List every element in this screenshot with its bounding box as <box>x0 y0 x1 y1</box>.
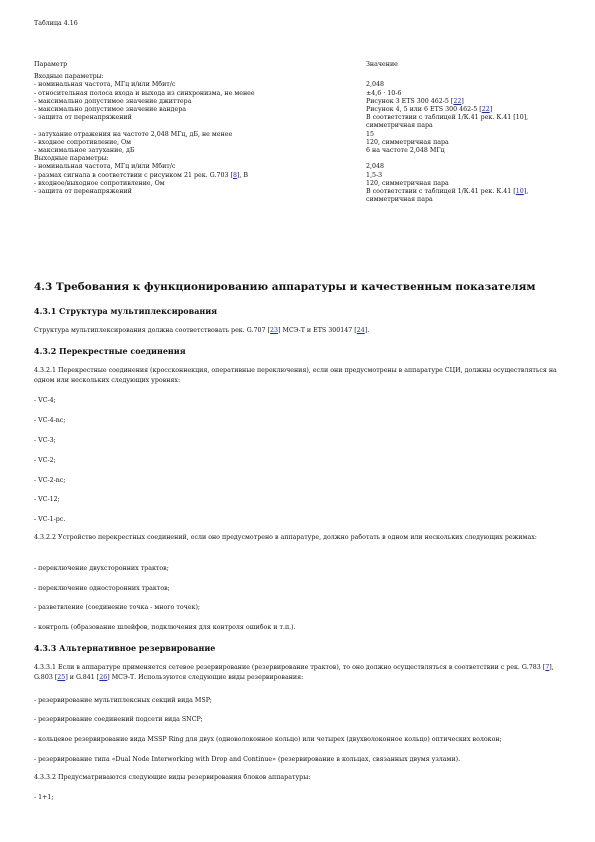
table-cell: Выходные параметры: <box>34 155 109 163</box>
list-item: - кольцевое резервирование вида MSSP Ring для двух (одноволоконное кольцо) или четырех (двухволоконное кольцо) оптических волокон; <box>34 736 502 743</box>
cell-text: - размах сигнала в соответствии с рисунком 21 рек. G.703 [ <box>34 171 233 179</box>
table-row <box>34 188 566 204</box>
list-item: - VC-4; <box>34 397 56 404</box>
subsection-heading: 4.3.3 Альтернативное резервирование <box>34 643 216 653</box>
table-row <box>34 131 566 139</box>
table-row <box>34 98 566 106</box>
table-cell: 120, симметричная пара <box>366 179 449 187</box>
cell-text: ] <box>461 97 464 105</box>
reference-link[interactable]: 26 <box>99 674 108 681</box>
cell-text: ], В <box>236 171 249 179</box>
paragraph <box>34 663 566 683</box>
table-cell <box>366 98 566 106</box>
list-item: - резервирование соединений подсети вида SNCP; <box>34 716 203 723</box>
subsection-heading: 4.3.2 Перекрестные соединения <box>34 346 186 356</box>
table-cell: - затухание отражения на частоте 2,048 МГц, дБ, не менее <box>34 130 233 138</box>
table-cell: - входное сопротивление, Ом <box>34 138 132 146</box>
paragraph: 4.3.2.2 Устройство перекрестных соединений, если оно предусмотрено в аппаратуре, должно работать в одном или нескольких следующих режимах: <box>34 534 537 541</box>
section-heading: 4.3 Требования к функционированию аппаратуры и качественным показателям <box>34 281 536 293</box>
text: 4.3.3.1 Если в аппаратуре применяется сетевое резервирование (резервирование трактов), то оно должно осуществляться в соответствии с рек. G.783 [ <box>34 664 546 671</box>
reference-link[interactable]: 24 <box>356 327 365 334</box>
table-cell: - защита от перенапряжений <box>34 114 132 122</box>
table-cell: Входные параметры: <box>34 73 104 81</box>
list-item: - контроль (образование шлейфов, подключения для контроля ошибок и т.п.). <box>34 624 296 631</box>
list-item: - VC-3; <box>34 437 56 444</box>
table-cell: - максимально допустимое значение вандера <box>34 106 186 114</box>
cell-text: Рисунок 3 ETS 300 462-5 [ <box>366 97 454 105</box>
table-row <box>34 81 566 89</box>
table-cell: - относительная полоса входа и выхода из синхронизма, не менее <box>34 89 255 97</box>
table-cell <box>34 172 366 180</box>
list-item: - VC-12; <box>34 496 60 503</box>
list-item: - разветвление (соединение точка - много точек); <box>34 604 201 611</box>
cell-text: ], симметричная пара <box>366 188 529 204</box>
reference-link[interactable]: 7 <box>545 664 550 671</box>
table-cell <box>366 155 566 163</box>
table-row <box>34 114 566 130</box>
list-item: - VC-2; <box>34 457 56 464</box>
list-item: - резервирование мультиплексных секций вида MSP; <box>34 697 212 704</box>
text: ] МСЭ-Т. Используются следующие виды резервирования: <box>107 674 304 681</box>
paragraph: 4.3.3.2 Предусматриваются следующие виды резервирования блоков аппаратуры: <box>34 774 311 781</box>
table-cell: - номинальная частота, МГц и/или Мбит/с <box>34 163 176 171</box>
cell-text: ] <box>489 106 493 114</box>
subsection-heading: 4.3.1 Структура мультиплексирования <box>34 306 218 316</box>
table-cell: - входное/выходное сопротивление, Ом <box>34 179 165 187</box>
list-item: - резервирование типа «Dual Node Interworking with Drop and Continue» (резервирование в кольцах, связанных двумя узлами). <box>34 756 461 763</box>
table-row <box>34 73 566 81</box>
table-cell: 2,048 <box>366 163 385 171</box>
table-row <box>34 180 566 188</box>
cell-text: Рисунок 4, 5 или 6 ETS 300 462-5 [ <box>366 106 482 114</box>
reference-link[interactable]: 25 <box>57 674 66 681</box>
table-cell: - защита от перенапряжений <box>34 188 132 196</box>
table-cell: - максимальное затухание, дБ <box>34 147 135 155</box>
table-row <box>34 172 566 180</box>
header-value: Значение <box>366 61 398 68</box>
parameters-table <box>34 61 566 204</box>
list-item: - VC-2-nc; <box>34 477 66 484</box>
table-cell: - номинальная частота, МГц и/или Мбит/с <box>34 81 176 89</box>
reference-link[interactable]: 10 <box>515 188 524 196</box>
table-cell: 1,5-3 <box>366 171 383 179</box>
table-cell: 120, симметричная пара <box>366 138 449 146</box>
text: ] и G.841 [ <box>65 674 100 681</box>
table-cell: 15 <box>366 130 375 138</box>
text: ]. <box>364 327 370 334</box>
table-cell: 6 на частоте 2,048 МГц <box>366 147 445 155</box>
table-cell <box>366 106 566 114</box>
list-item: - переключение двухсторонних трактов; <box>34 565 169 572</box>
cell-text: В соответствии с таблицей 1/К.41 рек. К.41 [ <box>366 188 516 196</box>
reference-link[interactable]: 23 <box>270 327 279 334</box>
list-item: - VC-4-nc; <box>34 417 66 424</box>
paragraph <box>34 326 566 336</box>
table-cell: 2,048 <box>366 81 385 89</box>
table-cell: В соответствии с таблицей 1/К.41 рек. К.41 [10], симметричная пара <box>366 114 529 130</box>
table-row <box>34 155 566 163</box>
table-cell: - максимально допустимое значение джиттера <box>34 97 192 105</box>
table-cell: ±4,6 · 10-6 <box>366 89 402 97</box>
header-parameter: Параметр <box>34 61 68 68</box>
table-row <box>34 147 566 155</box>
table-row <box>34 106 566 114</box>
table-row <box>34 163 566 171</box>
list-item: - переключение односторонних трактов; <box>34 585 170 592</box>
text: ] МСЭ-Т и ETS 300147 [ <box>278 327 357 334</box>
table-cell <box>366 73 566 81</box>
list-item: - VC-1-pc. <box>34 516 66 523</box>
table-header-row <box>34 61 566 69</box>
text: Структура мультиплексирования должна соответствовать рек. G.707 [ <box>34 327 271 334</box>
text: ], G.803 [ <box>34 664 554 681</box>
table-cell <box>366 188 566 204</box>
paragraph: 4.3.2.1 Перекрестные соединения (кроссконнекция, оперативные переключения), если они предусмотрены в аппаратуре СЦИ, должны осуществляться на одном или нескольких следующих уровнях: <box>34 367 557 384</box>
list-item: - 1+1; <box>34 794 54 801</box>
reference-link[interactable]: 22 <box>453 97 462 105</box>
table-caption: Таблица 4.16 <box>34 20 78 27</box>
table-row <box>34 139 566 147</box>
reference-link[interactable]: 8 <box>232 171 237 179</box>
reference-link[interactable]: 22 <box>481 106 490 114</box>
table-row <box>34 90 566 98</box>
